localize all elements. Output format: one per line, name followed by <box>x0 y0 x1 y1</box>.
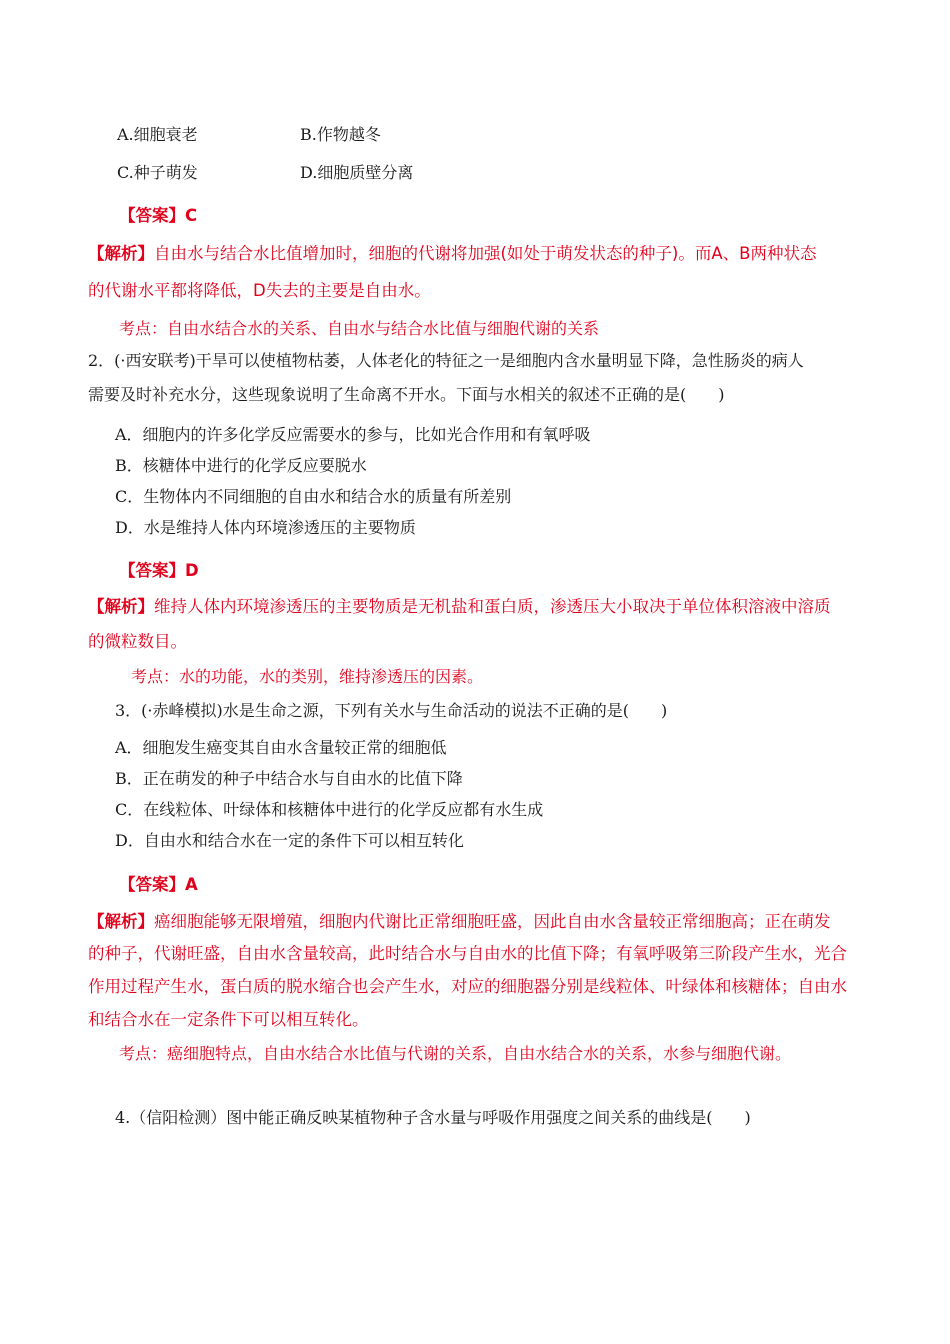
q3-option-b: B．正在萌发的种子中结合水与自由水的比值下降 <box>115 769 463 788</box>
q2-option-a: A．细胞内的许多化学反应需要水的参与，比如光合作用和有氧呼吸 <box>115 425 591 444</box>
answer-value: A <box>185 875 198 894</box>
q2-option-d: D．水是维持人体内环境渗透压的主要物质 <box>115 518 416 537</box>
answer-tag: 【答案】 <box>119 875 185 894</box>
q3-analysis-line2: 的种子，代谢旺盛，自由水含量较高，此时结合水与自由水的比值下降；有氧呼吸第三阶段产生水，光合 <box>88 944 847 963</box>
answer-tag: 【答案】 <box>119 206 185 225</box>
analysis-tag: 【解析】 <box>88 597 154 616</box>
answer-value: D <box>185 561 199 580</box>
q1-answer <box>119 205 197 227</box>
q3-analysis-line4: 和结合水在一定条件下可以相互转化。 <box>88 1010 369 1029</box>
q2-stem-line2: 需要及时补充水分，这些现象说明了生命离不开水。下面与水相关的叙述不正确的是( ) <box>88 385 725 404</box>
q2-option-c: C．生物体内不同细胞的自由水和结合水的质量有所差别 <box>115 487 512 506</box>
q3-option-c: C．在线粒体、叶绿体和核糖体中进行的化学反应都有水生成 <box>115 800 544 819</box>
q4-stem: 4.（信阳检测）图中能正确反映某植物种子含水量与呼吸作用强度之间关系的曲线是( ) <box>115 1108 751 1127</box>
q2-analysis-line2: 的微粒数目。 <box>88 632 187 651</box>
q3-option-d: D．自由水和结合水在一定的条件下可以相互转化 <box>115 831 464 850</box>
q3-analysis-line3: 作用过程产生水，蛋白质的脱水缩合也会产生水，对应的细胞器分别是线粒体、叶绿体和核糖体；自由水 <box>88 977 847 996</box>
answer-tag: 【答案】 <box>119 561 185 580</box>
q3-analysis-line1 <box>88 911 831 933</box>
answer-value: C <box>185 206 198 225</box>
q2-answer <box>119 560 199 582</box>
q1-option-a: A.细胞衰老 <box>117 125 198 144</box>
analysis-text: 维持人体内环境渗透压的主要物质是无机盐和蛋白质，渗透压大小取决于单位体积溶液中溶质 <box>154 597 831 616</box>
q2-kaodian: 考点：水的功能，水的类别，维持渗透压的因素。 <box>131 667 484 686</box>
analysis-text: 癌细胞能够无限增殖，细胞内代谢比正常细胞旺盛，因此自由水含量较正常细胞高；正在萌发 <box>154 912 831 931</box>
q2-option-b: B．核糖体中进行的化学反应要脱水 <box>115 456 367 475</box>
analysis-tag: 【解析】 <box>88 244 154 263</box>
q1-kaodian: 考点：自由水结合水的关系、自由水与结合水比值与细胞代谢的关系 <box>119 319 600 338</box>
analysis-text: 自由水与结合水比值增加时，细胞的代谢将加强(如处于萌发状态的种子)。而A、B两种状态 <box>154 244 817 263</box>
analysis-tag: 【解析】 <box>88 912 154 931</box>
q1-analysis-line2: 的代谢水平都将降低，D失去的主要是自由水。 <box>88 281 431 300</box>
q3-kaodian: 考点：癌细胞特点，自由水结合水比值与代谢的关系，自由水结合水的关系，水参与细胞代谢。 <box>119 1044 792 1063</box>
q3-option-a: A．细胞发生癌变其自由水含量较正常的细胞低 <box>115 738 447 757</box>
q1-option-c: C.种子萌发 <box>117 163 198 182</box>
q2-analysis-line1 <box>88 596 831 618</box>
q1-option-d: D.细胞质壁分离 <box>300 163 414 182</box>
q3-answer <box>119 874 198 896</box>
q2-stem-line1: 2．(·西安联考)干旱可以使植物枯萎，人体老化的特征之一是细胞内含水量明显下降，急性肠炎的病人 <box>88 351 804 370</box>
q1-analysis-line1 <box>88 243 816 265</box>
q1-option-b: B.作物越冬 <box>300 125 381 144</box>
q3-stem: 3．(·赤峰模拟)水是生命之源，下列有关水与生命活动的说法不正确的是( ) <box>115 701 668 720</box>
